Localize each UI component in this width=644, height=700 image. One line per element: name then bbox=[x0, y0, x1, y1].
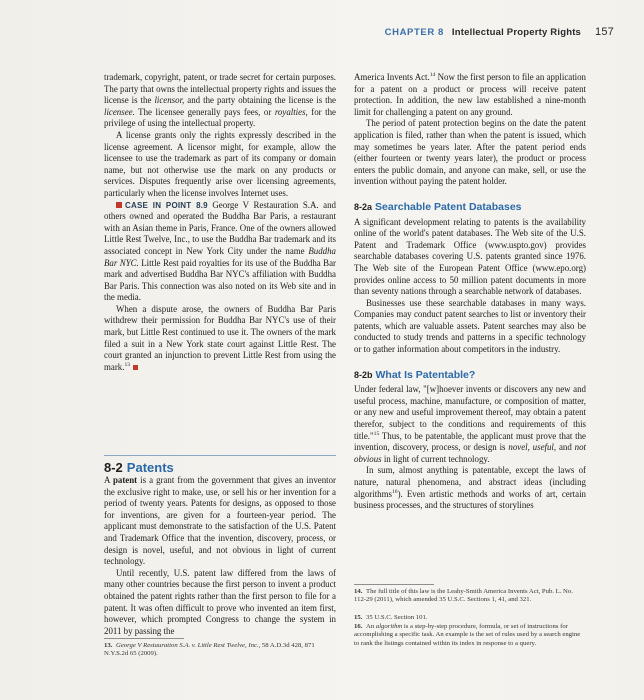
running-header bbox=[385, 26, 614, 38]
chapter-title: Intellectual Property Rights bbox=[451, 27, 582, 38]
right-footnote-rule bbox=[354, 584, 434, 585]
first-to-file-paragraph: Until recently, U.S. patent law differed from the laws of many other countries because the first person to invent a product obtained the patent rights rather than the first person to file for a patent. It was often difficult to prove who invented an item first, however, which prompted Congress to change the system in 2011 by passing the bbox=[104, 567, 336, 636]
patentable-law-paragraph: Under federal law, "[w]hoever invents or discovers any new and useful process, machine, manufacture, or composition of matter, or any new and useful improvement thereof, may obtain a patent therefor, subject to the conditions and requirements of this title."$^{15}$ Thus, to be patentable, the applicant must prove that the invention, discovery, process, or design is novel, useful, and not obvious in light of current technology. bbox=[354, 384, 586, 464]
footnote-ref-16[interactable]: 16 bbox=[391, 488, 398, 495]
footnote-ref-14[interactable]: 14 bbox=[429, 72, 436, 79]
section-8-2-heading: 8-2 Patents bbox=[104, 455, 336, 475]
left-footnote-rule bbox=[104, 638, 184, 639]
case-outcome-paragraph: When a dispute arose, the owners of Buddha Bar Paris withdrew their permission for Buddha Bar NYC's use of their mark, but Little Rest continued to use it. The owners of the mark filed a suit in a New York state court against Little Rest. The court granted an injunction to prevent Little Rest from using the mark.$^{13}$ bbox=[104, 303, 336, 372]
patent-period-paragraph: The period of patent protection begins on the date the patent application is filed, rather than when the patent is issued, which may sometimes be years later. After the patent period ends (either fourteen or twenty years later), the product or process enters the public domain, and anyone can make, sell, or use the invention without paying the patent holder. bbox=[354, 118, 586, 187]
term-royalties: royalties, bbox=[274, 106, 308, 117]
case-in-point-paragraph: CASE IN POINT 8.9 George V Restauration S.A. and others owned and operated the Buddha Bar Paris, a restaurant with an Asian theme in Paris, France. One of the owners allowed Little Rest Twelve, Inc., to use the Buddha Bar trademark and its associated concept in New York City under the name Buddha Bar NYC. Little Rest paid royalties for its use of the Buddha Bar mark and advertised Buddha Bar NYC's affiliation with Buddha Bar Paris. This connection was also noted on its Web site and in the media. bbox=[104, 199, 336, 303]
footnote-14: 14. The full title of this law is the Leahy-Smith America Invents Act, Pub. L. No. 112-29 (2011), which amended 35 U.S.C. Sections 1, 41, and 321. bbox=[354, 588, 573, 604]
term-licensee: licensee. bbox=[104, 106, 135, 117]
section-8-2a-heading: 8-2a Searchable Patent Databases bbox=[354, 200, 522, 213]
case-in-point-label: CASE IN POINT 8.9 bbox=[125, 200, 208, 210]
chapter-label: CHAPTER 8 bbox=[384, 27, 444, 38]
left-column bbox=[104, 72, 336, 373]
patents-column bbox=[104, 475, 336, 637]
case-end-icon bbox=[133, 365, 138, 370]
case-marker-icon bbox=[116, 202, 122, 208]
footnote-15: 15. 35 U.S.C. Section 101. bbox=[354, 614, 428, 621]
licensing-paragraph: trademark, copyright, patent, or trade secret for certain purposes. The party that owns the intellectual property rights and issues the license is the licensor, and the party obtaining the license is the licensee. The licensee generally pays fees, or royalties, for the privilege of using the intellectual property. bbox=[104, 72, 336, 129]
footnote-16: 16. An algorithm is a step-by-step procedure, formula, or set of instructions for accomplishing a specific task. An example is the set of rules used by a search engine to rank the listings contained within its index in response to a query. bbox=[354, 623, 581, 647]
footnote-ref-15[interactable]: 15 bbox=[373, 430, 380, 437]
footnote-13: 13. George V Restauration S.A. v. Little Rest Twelve, Inc., 58 A.D.3d 428, 871 N.Y.S.2d 65 (2009). bbox=[104, 642, 315, 658]
term-patent: patent bbox=[112, 475, 138, 485]
page-number: 157 bbox=[595, 26, 614, 38]
right-column bbox=[354, 72, 586, 512]
footnote-ref-13[interactable]: 13 bbox=[124, 361, 131, 368]
section-8-2b-heading: 8-2b What Is Patentable? bbox=[354, 368, 476, 381]
term-licensor: licensor, bbox=[154, 95, 185, 106]
database-uses-paragraph: Businesses use these searchable databases in many ways. Companies may conduct patent searches to list or inventory their patents, which are valuable assets. Patent searches may also be conducted to study trends and patterns in a specific technology or to gather information about competitors in the industry. bbox=[354, 297, 586, 355]
america-invents-paragraph: America Invents Act.$^{14}$ Now the first person to file an application for a patent on a product or process will receive patent protection. In addition, the new law established a nine-month limit for challenging a patent on any ground. bbox=[354, 72, 586, 117]
databases-paragraph: A significant development relating to patents is the availability online of the world's patent databases. The Web site of the U.S. Patent and Trademark Office (www.uspto.gov) provides searchable databases covering U.S. patents granted since 1976. The Web site of the European Patent Office (www.epo.org) provides online access to 50 million patent documents in more than seventy nations through a searchable network of databases. bbox=[354, 216, 586, 297]
patent-definition-paragraph: A patent is a grant from the government that gives an inventor the exclusive right to make, use, or sell his or her invention for a period of twenty years. Patents for designs, as opposed to those for inventions, are given for a fourteen-year period. The applicant must demonstrate to the satisfaction of the U.S. Patent and Trademark Office that the invention, discovery, process, or design is novel, useful, and not obvious in light of current technology. bbox=[104, 475, 336, 567]
patentable-scope-paragraph: In sum, almost anything is patentable, except the laws of nature, natural phenomena, and abstract ideas (including algorithms$^{16}$). Even artistic methods and works of art, certain business processes, and the structures of storylines bbox=[354, 465, 586, 511]
license-rights-paragraph: A license grants only the rights expressly described in the license agreement. A licensor might, for example, allow the licensee to use the trademark as part of its company or domain name, but not otherwise use the mark on any products or services. Disputes frequently arise over licensing agreements, particularly when the license involves Internet uses. bbox=[104, 129, 336, 198]
